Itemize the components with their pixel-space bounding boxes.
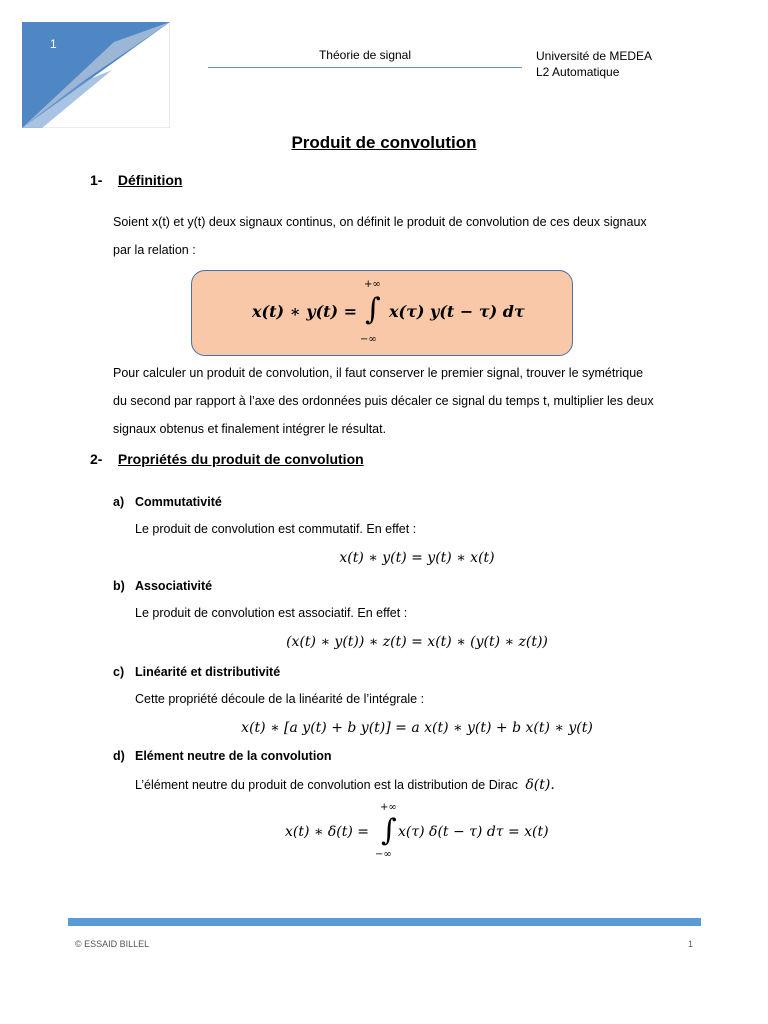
property-c-name: Linéarité et distributivité <box>135 665 281 679</box>
header-page-number: 1 <box>50 37 57 51</box>
property-d-sentence: L’élément neutre du produit de convolution est la distribution de Dirac <box>135 778 518 792</box>
property-b-equation: (x(t) ∗ y(t)) ∗ z(t) = x(t) ∗ (y(t) ∗ z(t)) <box>286 634 548 650</box>
property-a-name: Commutativité <box>135 495 222 509</box>
section-1-heading <box>90 172 182 188</box>
formula-lower-limit: −∞ <box>360 334 377 345</box>
section-2-title: Propriétés du produit de convolution <box>117 451 364 467</box>
course-level: L2 Automatique <box>536 65 620 79</box>
property-d-letter: d) <box>113 749 125 763</box>
course-title: Théorie de signal <box>318 48 412 62</box>
section-2-number: 2- <box>90 451 103 467</box>
footer-page-number: 1 <box>688 939 694 949</box>
property-c-letter: c) <box>113 665 125 679</box>
property-b-text: Le produit de convolution est associatif. En effet : <box>135 606 408 620</box>
formula-upper-limit: +∞ <box>364 279 381 290</box>
corner-decoration <box>22 22 170 128</box>
section-1-number: 1- <box>90 172 103 188</box>
dirac-symbol: δ(t). <box>525 777 555 793</box>
university-name: Université de MEDEA <box>536 49 653 63</box>
dirac-eq-upper-limit: +∞ <box>380 802 397 813</box>
formula-lhs: x(t) ∗ y(t) = <box>252 302 358 321</box>
header-institution <box>536 48 652 80</box>
property-c-heading <box>113 665 280 679</box>
convolution-formula-box <box>191 270 573 356</box>
property-c-equation: x(t) ∗ [a y(t) + b y(t)] = a x(t) ∗ y(t) + b x(t) ∗ y(t) <box>241 720 593 736</box>
dirac-eq-rhs: x(τ) δ(t − τ) dτ = x(t) <box>398 824 549 840</box>
footer-bar <box>68 918 701 926</box>
property-b-heading <box>113 579 212 593</box>
formula-integrand: x(τ) y(t − τ) dτ <box>389 302 525 321</box>
property-d-equation <box>0 800 768 864</box>
page-title: Produit de convolution <box>291 133 477 152</box>
property-a-heading <box>113 495 222 509</box>
dirac-eq-lower-limit: −∞ <box>375 849 392 860</box>
dirac-eq-lhs: x(t) ∗ δ(t) = <box>285 824 370 840</box>
property-d-text <box>135 777 555 793</box>
desc-line-1: Pour calculer un produit de convolution, il faut conserver le premier signal, trouver le symétrique <box>113 366 644 380</box>
property-d-heading <box>113 749 332 763</box>
section-1-description <box>113 359 654 443</box>
footer-copyright: © ESSAID BILLEL <box>75 939 150 949</box>
property-c-text: Cette propriété découle de la linéarité de l’intégrale : <box>135 692 425 706</box>
intro-line-2: par la relation : <box>113 243 196 257</box>
property-a-equation: x(t) ∗ y(t) = y(t) ∗ x(t) <box>339 550 495 566</box>
property-d-name: Elément neutre de la convolution <box>135 749 332 763</box>
header-divider <box>208 67 522 68</box>
desc-line-2: du second par rapport à l’axe des ordonnées puis décaler ce signal du temps t, multiplier les deux <box>113 394 654 408</box>
intro-line-1: Soient x(t) et y(t) deux signaux continus, on définit le produit de convolution de ces deux signaux <box>113 215 647 229</box>
integral-sign: ∫ <box>365 292 381 327</box>
section-2-heading <box>90 451 364 467</box>
dirac-integral-sign: ∫ <box>381 813 397 848</box>
desc-line-3: signaux obtenus et finalement intégrer le résultat. <box>113 422 387 436</box>
section-1-intro <box>113 208 647 264</box>
property-a-letter: a) <box>113 495 125 509</box>
property-b-letter: b) <box>113 579 125 593</box>
section-1-title: Définition <box>117 172 183 188</box>
property-b-name: Associativité <box>135 579 213 593</box>
property-a-text: Le produit de convolution est commutatif. En effet : <box>135 522 417 536</box>
